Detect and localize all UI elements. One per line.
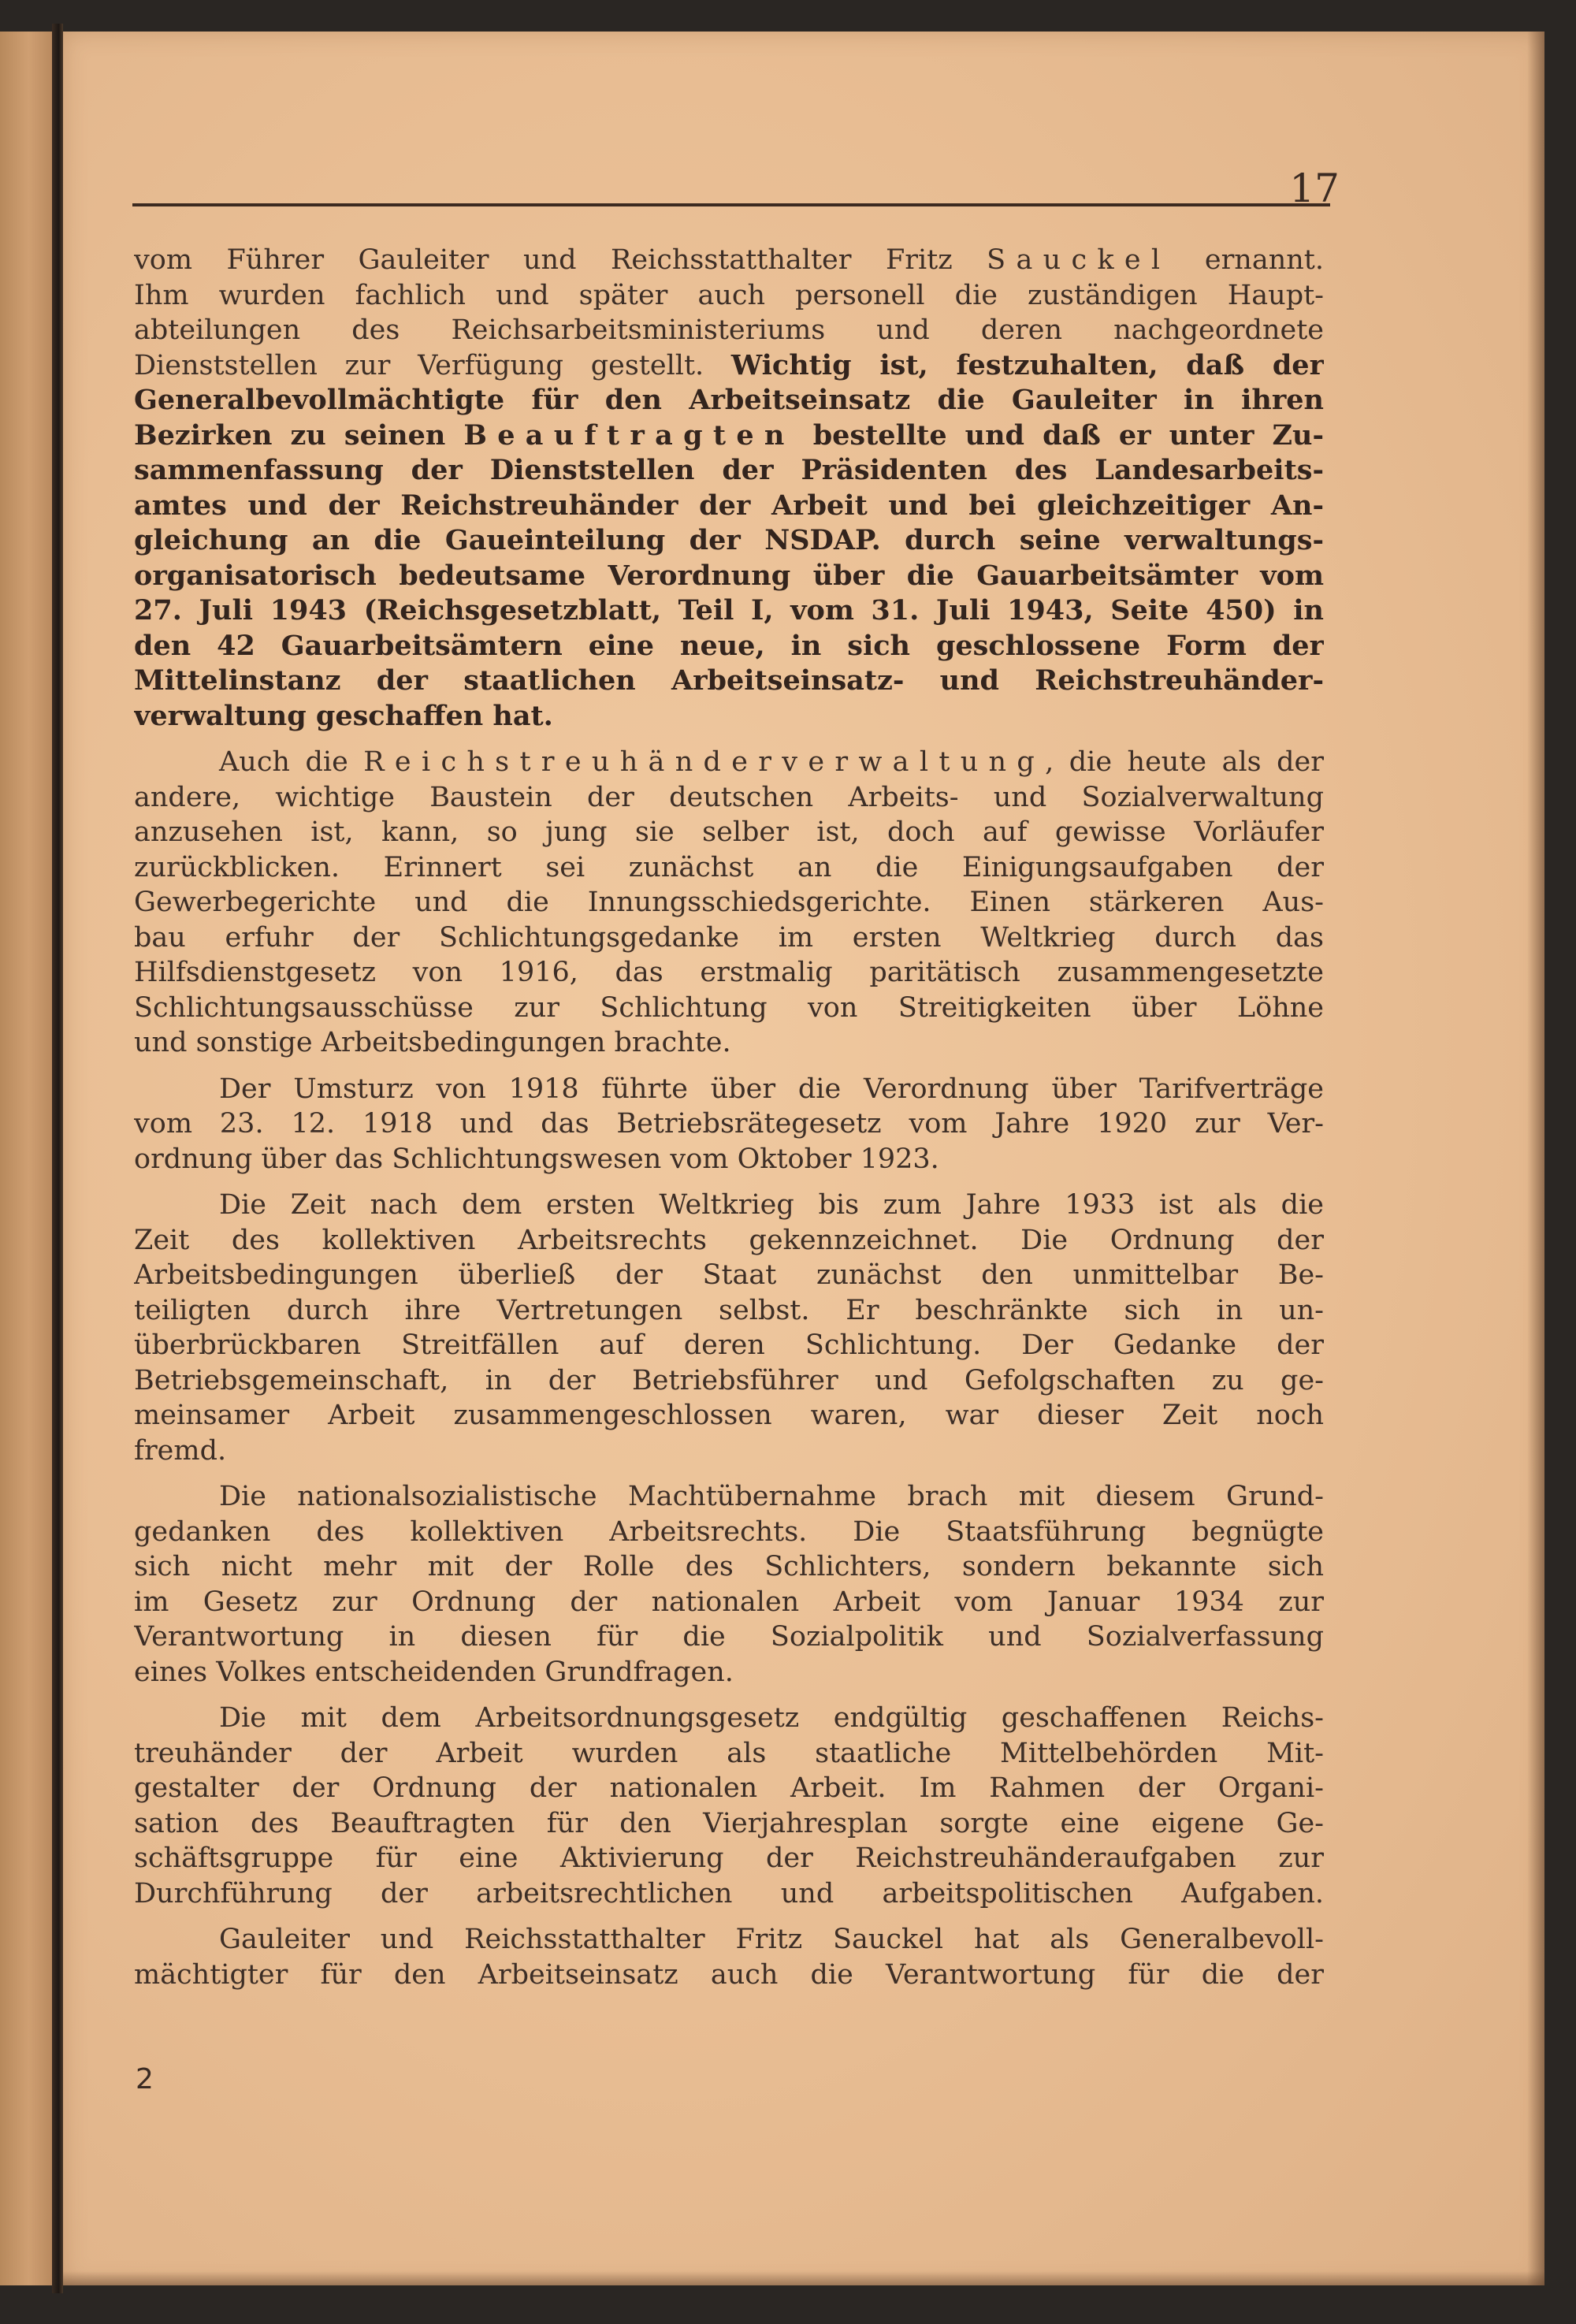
text-run: gestalter der Ordnung der nationalen Arbeit. Im Rahmen der Organi- <box>134 1772 1324 1804</box>
text-line <box>134 885 1324 920</box>
text-line <box>134 418 1324 454</box>
printer-signature-mark: 2 <box>136 2063 154 2095</box>
paragraph-6 <box>134 1701 1324 1911</box>
left-page-edge <box>0 32 52 2285</box>
text-line <box>134 920 1324 956</box>
text-run: Sauckel <box>987 244 1171 276</box>
text-run: Gauleiter und Reichsstatthalter Fritz Sauckel hat als Generalbevoll- <box>219 1924 1324 1955</box>
text-line <box>134 629 1324 664</box>
text-line <box>134 559 1324 594</box>
text-run: Durchführung der arbeitsrechtlichen und arbeitspolitischen Aufgaben. <box>134 1877 1324 1909</box>
text-line <box>134 1655 1324 1690</box>
text-run: teiligten durch ihre Vertretungen selbst. Er beschränkte sich in un- <box>134 1294 1324 1326</box>
text-line <box>134 699 1324 734</box>
text-line <box>134 780 1324 816</box>
text-line <box>134 1585 1324 1620</box>
text-run: Die nationalsozialistische Machtübernahme brach mit diesem Grund- <box>219 1481 1324 1512</box>
text-run: fremd. <box>134 1434 227 1467</box>
text-line <box>134 1106 1324 1142</box>
text-line <box>134 815 1324 850</box>
text-run: Auch die <box>219 746 364 778</box>
text-run: Mittelinstanz der staatlichen Arbeitseinsatz- und Reichstreuhänder- <box>134 664 1324 697</box>
text-line <box>134 1433 1324 1469</box>
paragraph-7 <box>134 1922 1324 1992</box>
text-run: zurückblicken. Erinnert sei zunächst an die Einigungsaufgaben der <box>134 851 1324 883</box>
text-run: gedanken des kollektiven Arbeitsrechts. Die Staatsführung begnügte <box>134 1515 1324 1548</box>
paragraph-5 <box>134 1479 1324 1690</box>
text-line <box>134 243 1324 278</box>
text-line <box>134 1922 1324 1958</box>
text-run: verwaltung geschaffen hat. <box>134 699 553 732</box>
text-line <box>134 745 1324 780</box>
text-run: gleichung an die Gaueinteilung der NSDAP. durch seine verwaltungs- <box>134 524 1324 556</box>
text-run: bestellte und daß er unter Zu- <box>794 418 1324 452</box>
text-run: Gewerbegerichte und die Innungsschiedsgerichte. Einen stärkeren Aus- <box>134 887 1324 918</box>
text-run: eines Volkes entscheidenden Grundfragen. <box>134 1656 734 1688</box>
page-number: 17 <box>1289 165 1340 211</box>
text-line <box>134 1258 1324 1293</box>
text-run: Verantwortung in diesen für die Sozialpolitik und Sozialverfassung <box>134 1621 1324 1653</box>
text-run: bau erfuhr der Schlichtungsgedanke im ersten Weltkrieg durch das <box>134 921 1324 954</box>
text-line <box>134 1841 1324 1876</box>
text-line <box>134 453 1324 489</box>
text-run: , die heute als der <box>1045 746 1324 778</box>
text-line <box>134 850 1324 886</box>
text-run: den 42 Gauarbeitsämtern eine neue, in sich geschlossene Form der <box>134 629 1324 662</box>
text-run: Ihm wurden fachlich und später auch personell die zuständigen Haupt- <box>134 279 1324 311</box>
text-run: meinsamer Arbeit zusammengeschlossen waren, war dieser Zeit noch <box>134 1400 1324 1431</box>
text-run: Schlichtungsausschüsse zur Schlichtung von Streitigkeiten über Löhne <box>134 991 1324 1024</box>
page-edge-shadow <box>1527 32 1544 2285</box>
text-line <box>134 1293 1324 1329</box>
text-line <box>134 1025 1324 1061</box>
text-run: organisatorisch bedeutsame Verordnung über die Gauarbeitsämter vom <box>134 559 1324 592</box>
text-line <box>134 1363 1324 1399</box>
text-line <box>134 1958 1324 1993</box>
text-run: sich nicht mehr mit der Rolle des Schlichters, sondern bekannte sich <box>134 1551 1324 1582</box>
text-line <box>134 1515 1324 1550</box>
text-line <box>134 489 1324 524</box>
text-line <box>134 955 1324 991</box>
text-line <box>134 1806 1324 1842</box>
text-line <box>134 1188 1324 1223</box>
text-run: Der Umsturz von 1918 führte über die Verordnung über Tarifverträge <box>219 1073 1324 1105</box>
text-line <box>134 1876 1324 1912</box>
text-run: überbrückbaren Streitfällen auf deren Schlichtung. Der Gedanke der <box>134 1329 1324 1361</box>
text-run: Arbeitsbedingungen überließ der Staat zunächst den unmittelbar Be- <box>134 1259 1324 1291</box>
text-run: vom 23. 12. 1918 und das Betriebsrätegesetz vom Jahre 1920 zur Ver- <box>134 1108 1324 1140</box>
text-run: amtes und der Reichstreuhänder der Arbeit und bei gleichzeitiger An- <box>134 489 1324 522</box>
text-line <box>134 1701 1324 1736</box>
text-run: Die Zeit nach dem ersten Weltkrieg bis zum Jahre 1933 ist als die <box>219 1189 1324 1221</box>
text-line <box>134 383 1324 418</box>
text-run: Die mit dem Arbeitsordnungsgesetz endgültig geschaffenen Reichs- <box>219 1702 1324 1734</box>
paragraph-3 <box>134 1072 1324 1177</box>
text-run: sammenfassung der Dienststellen der Präsidenten des Landesarbeits- <box>134 454 1324 486</box>
text-line <box>134 1549 1324 1585</box>
text-run: Betriebsgemeinschaft, in der Betriebsführer und Gefolgschaften zu ge- <box>134 1364 1324 1396</box>
text-run: Bezirken zu seinen <box>134 418 464 452</box>
text-run: und sonstige Arbeitsbedingungen brachte. <box>134 1027 731 1058</box>
text-line <box>134 991 1324 1026</box>
text-run: Dienststellen zur Verfügung gestellt. <box>134 349 731 381</box>
text-line <box>134 1223 1324 1259</box>
text-run: abteilungen des Reichsarbeitsministeriums und deren nachgeordnete <box>134 314 1324 346</box>
text-line <box>134 1736 1324 1772</box>
text-line <box>134 593 1324 629</box>
paragraph-2 <box>134 745 1324 1061</box>
text-run: Reichstreuhänderverwaltung <box>363 746 1046 778</box>
text-run: anzusehen ist, kann, so jung sie selber ist, doch auf gewisse Vorläufer <box>134 816 1324 848</box>
text-line <box>134 1142 1324 1177</box>
text-run: Hilfsdienstgesetz von 1916, das erstmalig paritätisch zusammengesetzte <box>134 957 1324 988</box>
text-run: treuhänder der Arbeit wurden als staatliche Mittelbehörden Mit- <box>134 1737 1324 1769</box>
text-run: schäftsgruppe für eine Aktivierung der Reichstreuhänderaufgaben zur <box>134 1842 1324 1874</box>
text-line <box>134 1619 1324 1655</box>
text-line <box>134 313 1324 348</box>
text-run: Wichtig ist, festzuhalten, daß der <box>730 348 1324 381</box>
text-run: vom Führer Gauleiter und Reichsstatthalter Fritz <box>134 244 987 276</box>
text-run: sation des Beauftragten für den Vierjahresplan sorgte eine eigene Ge- <box>134 1807 1324 1839</box>
book-gutter <box>52 24 63 2293</box>
text-line <box>134 1771 1324 1806</box>
text-line <box>134 1479 1324 1515</box>
page-bottom-shadow <box>63 2271 1544 2285</box>
text-run: mächtigter für den Arbeitseinsatz auch die Verantwortung für die der <box>134 1958 1324 1991</box>
text-run: Generalbevollmächtigte für den Arbeitseinsatz die Gauleiter in ihren <box>134 384 1324 416</box>
text-line <box>134 348 1324 384</box>
text-line <box>134 664 1324 699</box>
text-run: im Gesetz zur Ordnung der nationalen Arbeit vom Januar 1934 zur <box>134 1586 1324 1618</box>
paragraph-4 <box>134 1188 1324 1468</box>
text-run: 27. Juli 1943 (Reichsgesetzblatt, Teil I, vom 31. Juli 1943, Seite 450) in <box>134 594 1324 627</box>
text-line <box>134 278 1324 314</box>
text-line <box>134 1072 1324 1107</box>
text-run: Beauftragten <box>463 418 795 452</box>
text-run: ordnung über das Schlichtungswesen vom Oktober 1923. <box>134 1143 939 1175</box>
text-run: Zeit des kollektiven Arbeitsrechts gekennzeichnet. Die Ordnung der <box>134 1224 1324 1256</box>
text-run: andere, wichtige Baustein der deutschen Arbeits- und Sozialverwaltung <box>134 781 1324 813</box>
body-text <box>134 243 1324 1992</box>
text-line <box>134 1398 1324 1433</box>
text-line <box>134 1328 1324 1363</box>
text-run: ernannt. <box>1170 244 1324 276</box>
text-line <box>134 523 1324 559</box>
paragraph-1 <box>134 243 1324 734</box>
header-rule <box>132 203 1330 206</box>
